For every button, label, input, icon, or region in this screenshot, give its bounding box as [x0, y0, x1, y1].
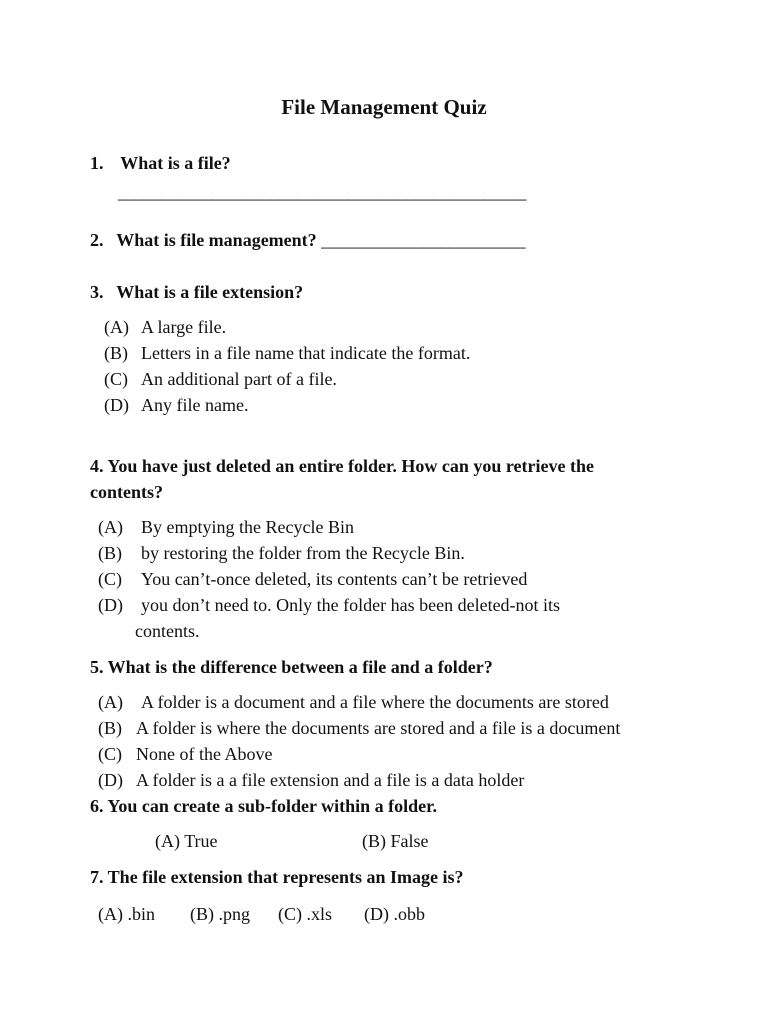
option-text: An additional part of a file.: [141, 369, 337, 389]
question-1-text: What is a file?: [120, 153, 231, 173]
question-4-line-2: contents?: [90, 482, 163, 502]
question-2-answer-blank: ________________________: [321, 230, 526, 250]
option-label: (A): [104, 317, 129, 337]
option-label: (D): [104, 395, 129, 415]
option-label: (B): [190, 904, 214, 924]
question-3-text: What is a file extension?: [116, 282, 304, 302]
option-text: Letters in a file name that indicate the format.: [141, 343, 471, 363]
option-text: By emptying the Recycle Bin: [141, 517, 354, 537]
question-4-option: [98, 540, 465, 566]
question-7-option-a: [98, 901, 155, 927]
question-5: 5. What is the difference between a file and a folder?: [90, 657, 493, 677]
question-3-option: [104, 392, 248, 418]
option-text: A folder is a a file extension and a file is a data holder: [136, 770, 525, 790]
question-3: [90, 279, 303, 305]
option-label: (B): [362, 831, 386, 851]
option-text: .bin: [127, 904, 156, 924]
question-4-option: [98, 566, 527, 592]
option-label: (A): [98, 517, 123, 537]
question-1-answer-blank: ________________________________________________: [118, 182, 526, 202]
question-1: [90, 150, 231, 176]
option-label: (C): [278, 904, 302, 924]
option-text: .obb: [393, 904, 425, 924]
option-label: (A): [98, 904, 123, 924]
option-label: (B): [98, 718, 122, 738]
question-3-option: [104, 314, 226, 340]
option-text: A folder is a document and a file where the documents are stored: [141, 692, 609, 712]
option-label: (B): [104, 343, 128, 363]
question-1-number: 1.: [90, 153, 104, 173]
option-text: .xls: [306, 904, 333, 924]
option-label: (B): [98, 543, 122, 563]
option-text: True: [184, 831, 218, 851]
question-3-number: 3.: [90, 282, 104, 302]
question-5-option: [98, 689, 609, 715]
option-label: (D): [98, 770, 123, 790]
question-6-option-b: [362, 828, 429, 854]
option-text: A large file.: [141, 317, 227, 337]
question-2-text: What is file management?: [116, 230, 317, 250]
option-text: you don’t need to. Only the folder has been deleted-not its: [141, 595, 561, 615]
option-label: (C): [98, 569, 122, 589]
question-4-line-1: 4. You have just deleted an entire folder. How can you retrieve the: [90, 456, 594, 476]
question-3-option: [104, 366, 337, 392]
question-7-option-b: [190, 901, 250, 927]
question-5-option: [98, 741, 272, 767]
option-label: (D): [98, 595, 123, 615]
question-7-option-d: [364, 901, 425, 927]
option-text: You can’t-once deleted, its contents can’t be retrieved: [141, 569, 528, 589]
option-text: None of the Above: [136, 744, 273, 764]
option-label: (A): [155, 831, 180, 851]
page-title: File Management Quiz: [281, 95, 487, 119]
question-4-option: [98, 514, 354, 540]
question-2-number: 2.: [90, 230, 104, 250]
question-7-option-c: [278, 901, 332, 927]
option-text: .png: [218, 904, 250, 924]
question-5-option: [98, 715, 620, 741]
question-3-option: [104, 340, 470, 366]
option-label: (D): [364, 904, 389, 924]
option-label: (A): [98, 692, 123, 712]
option-text: by restoring the folder from the Recycle Bin.: [141, 543, 465, 563]
question-7: 7. The file extension that represents an Image is?: [90, 867, 464, 887]
question-5-option: [98, 767, 524, 793]
option-text: A folder is where the documents are stored and a file is a document: [136, 718, 621, 738]
question-2: [90, 227, 525, 253]
question-6-option-a: [155, 828, 218, 854]
option-label: (C): [104, 369, 128, 389]
option-label: (C): [98, 744, 122, 764]
question-4-option-continuation: contents.: [135, 621, 200, 641]
question-6: 6. You can create a sub-folder within a folder.: [90, 796, 438, 816]
question-4-option: [98, 592, 560, 618]
option-text: Any file name.: [141, 395, 249, 415]
option-text: False: [390, 831, 429, 851]
